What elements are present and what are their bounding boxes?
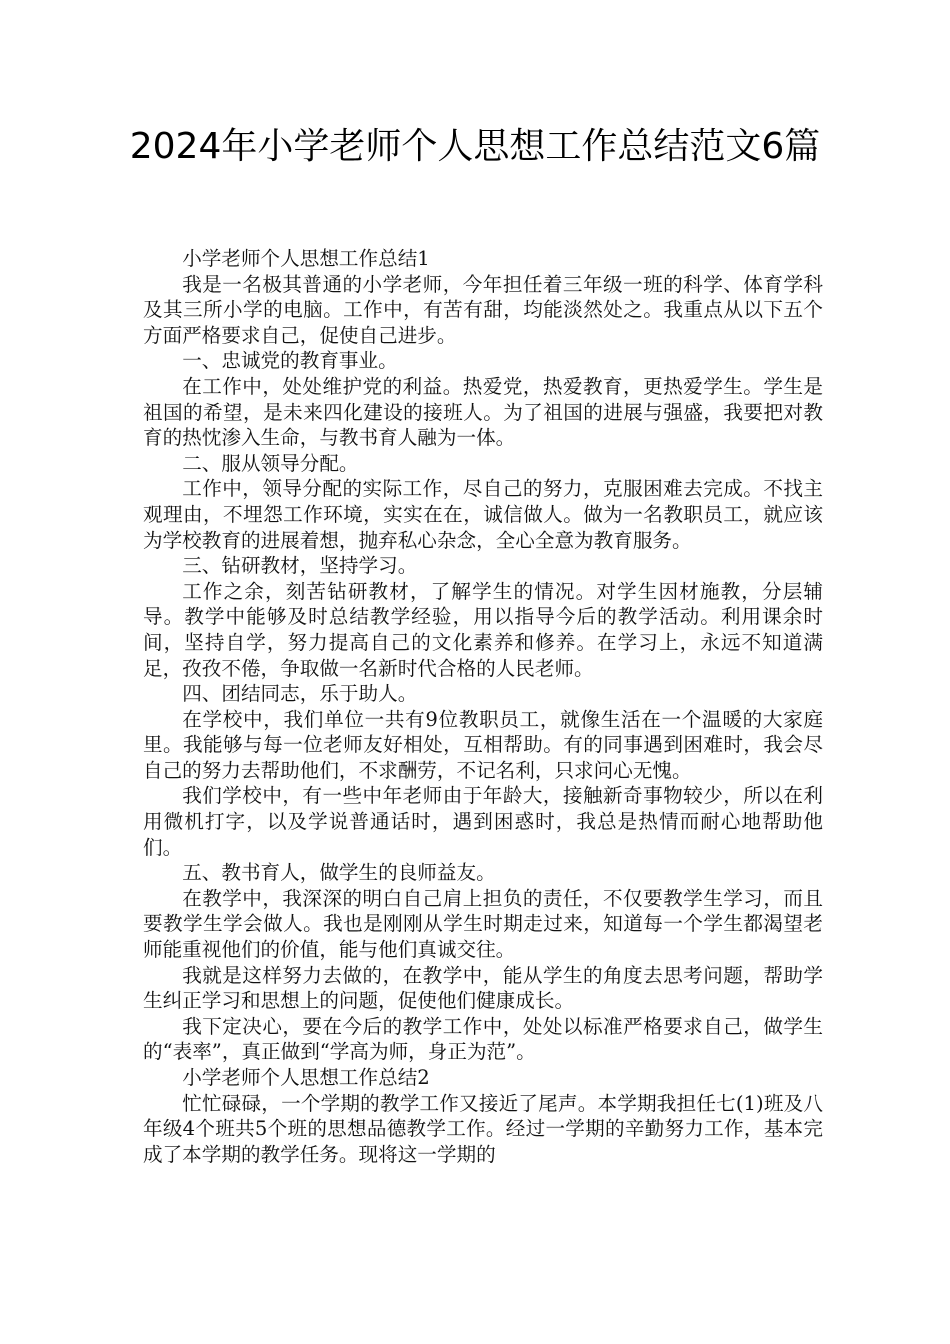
paragraph: 我就是这样努力去做的，在教学中，能从学生的角度去思考问题，帮助学生纠正学习和思想上的问题，促使他们健康成长。	[143, 963, 823, 1013]
document-title: 2024年小学老师个人思想工作总结范文6篇	[129, 126, 821, 167]
paragraph: 忙忙碌碌，一个学期的教学工作又接近了尾声。本学期我担任七(1)班及八年级4个班共5个班的思想品德教学工作。经过一学期的辛勤努力工作，基本完成了本学期的教学任务。现将这一学期的	[143, 1091, 823, 1166]
section-heading: 小学老师个人思想工作总结2	[182, 1066, 430, 1089]
paragraph: 我是一名极其普通的小学老师，今年担任着三年级一班的科学、体育学科及其三所小学的电脑。工作中，有苦有甜，均能淡然处之。我重点从以下五个方面严格要求自己，促使自己进步。	[143, 272, 823, 347]
document-body	[143, 246, 823, 1167]
paragraph: 我们学校中，有一些中年老师由于年龄大，接触新奇事物较少，所以在利用微机打字，以及学说普通话时，遇到困惑时，我总是热情而耐心地帮助他们。	[143, 784, 823, 859]
paragraph: 我下定决心，要在今后的教学工作中，处处以标准严格要求自己，做学生的“表率”，真正做到“学高为师，身正为范”。	[143, 1014, 823, 1064]
subheading: 一、忠诚党的教育事业。	[182, 349, 398, 373]
paragraph: 工作中，领导分配的实际工作，尽自己的努力，克服困难去完成。不找主观理由，不埋怨工作环境，实实在在，诚信做人。做为一名教职员工，就应该为学校教育的进展着想，抛弃私心杂念，全心全意为教育服务。	[143, 477, 823, 552]
paragraph: 在工作中，处处维护党的利益。热爱党，热爱教育，更热爱学生。学生是祖国的希望，是未来四化建设的接班人。为了祖国的进展与强盛，我要把对教育的热忱渗入生命，与教书育人融为一体。	[143, 374, 823, 450]
paragraph: 在教学中，我深深的明白自己肩上担负的责任，不仅要教学生学习，而且要教学生学会做人。我也是刚刚从学生时期走过来，知道每一个学生都渴望老师能重视他们的价值，能与他们真诚交往。	[143, 886, 823, 962]
subheading: 二、服从领导分配。	[182, 451, 359, 475]
paragraph: 工作之余，刻苦钻研教材，了解学生的情况。对学生因材施教，分层辅导。教学中能够及时总结教学经验，用以指导今后的教学活动。利用课余时间，坚持自学，努力提高自己的文化素养和修养。在学习上，永远不知道满足，孜孜不倦，争取做一名新时代合格的人民老师。	[143, 579, 823, 680]
subheading: 四、团结同志，乐于助人。	[182, 682, 418, 706]
section-heading: 小学老师个人思想工作总结1	[182, 247, 430, 270]
paragraph: 在学校中，我们单位一共有9位教职员工，就像生活在一个温暖的大家庭里。我能够与每一位老师友好相处，互相帮助。有的同事遇到困难时，我会尽自己的努力去帮助他们，不求酬劳，不记名利，只求问心无愧。	[143, 707, 823, 782]
subheading: 三、钻研教材，坚持学习。	[182, 554, 418, 578]
subheading: 五、教书育人，做学生的良师益友。	[182, 861, 496, 885]
